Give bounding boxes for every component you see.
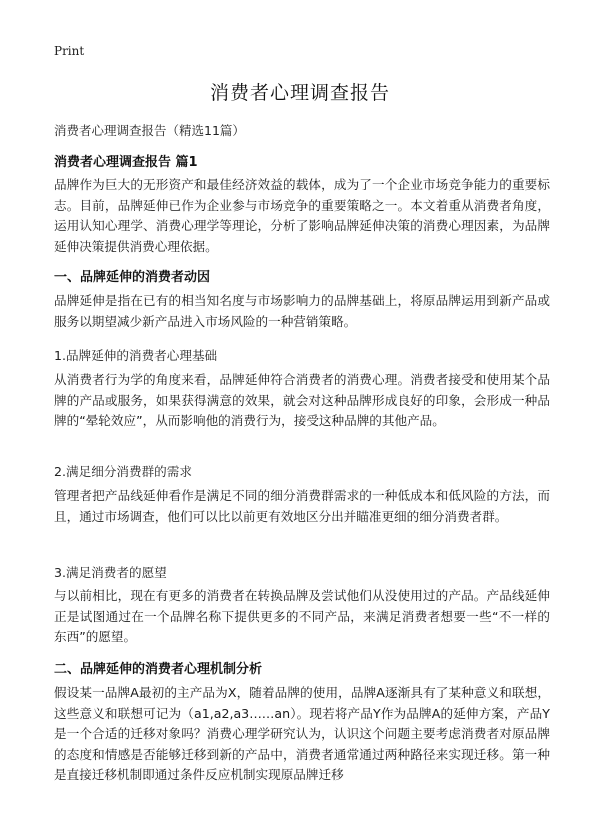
sub2-paragraph: 管理者把产品线延伸看作是满足不同的细分消费群需求的一种低成本和低风险的方法，而且，通过市场调查，他们可以比以前更有效地区分出并瞄准更细的细分消费者群。 (54, 488, 550, 524)
section-heading-1: 一、品牌延伸的消费者动因 (54, 270, 211, 285)
sub-heading-3: 3.满足消费者的愿望 (54, 565, 167, 580)
document-subtitle: 消费者心理调查报告（精选11篇） (54, 123, 245, 138)
sub-heading-1: 1.品牌延伸的消费者心理基础 (54, 348, 218, 363)
document-title: 消费者心理调查报告 (209, 82, 390, 104)
section1-paragraph: 品牌延伸是指在已有的相当知名度与市场影响力的品牌基础上，将原品牌运用到新产品或服务以期望减少新产品进入市场风险的一种营销策略。 (54, 293, 550, 329)
sub3-paragraph: 与以前相比，现在有更多的消费者在转换品牌及尝试他们从没使用过的产品。产品线延伸正是试图通过在一个品牌名称下提供更多的不同产品，来满足消费者想要一些“不一样的东西”的愿望。 (54, 588, 550, 644)
intro-paragraph: 品牌作为巨大的无形资产和最佳经济效益的载体，成为了一个企业市场竞争能力的重要标志。目前，品牌延伸已作为企业参与市场竞争的重要策略之一。本文着重从消费者角度，运用认知心理学、消费心理学等理论，分析了影响品牌延伸决策的消费心理因素，为品牌延伸决策提供消费心理依据。 (54, 177, 550, 254)
sub1-paragraph: 从消费者行为学的角度来看，品牌延伸符合消费者的消费心理。消费者接受和使用某个品牌的产品或服务，如果获得满意的效果，就会对这种品牌形成良好的印象，会形成一种品牌的“晕轮效应”，从而影响他的消费行为，接受这种品牌的其他产品。 (54, 372, 550, 428)
section-heading-2: 二、品牌延伸的消费者心理机制分析 (54, 662, 263, 677)
sub-heading-2: 2.满足细分消费群的需求 (54, 464, 192, 479)
article-heading: 消费者心理调查报告 篇1 (54, 155, 198, 170)
section2-paragraph: 假设某一品牌A最初的主产品为X，随着品牌的使用，品牌A逐渐具有了某种意义和联想，这些意义和联想可记为（a1,a2,a3……an）。现若将产品Y作为品牌A的延伸方案，产品Y是一个合适的迁移对象吗？消费心理学研究认为，认识这个问题主要考虑消费者对原品牌的态度和情感是否能够迁移到新的产品中，消费者通常通过两种路径来实现迁移。第一种是直接迁移机制即通过条件反应机制实现原品牌迁移 (54, 685, 550, 782)
print-label: Print (54, 44, 85, 58)
